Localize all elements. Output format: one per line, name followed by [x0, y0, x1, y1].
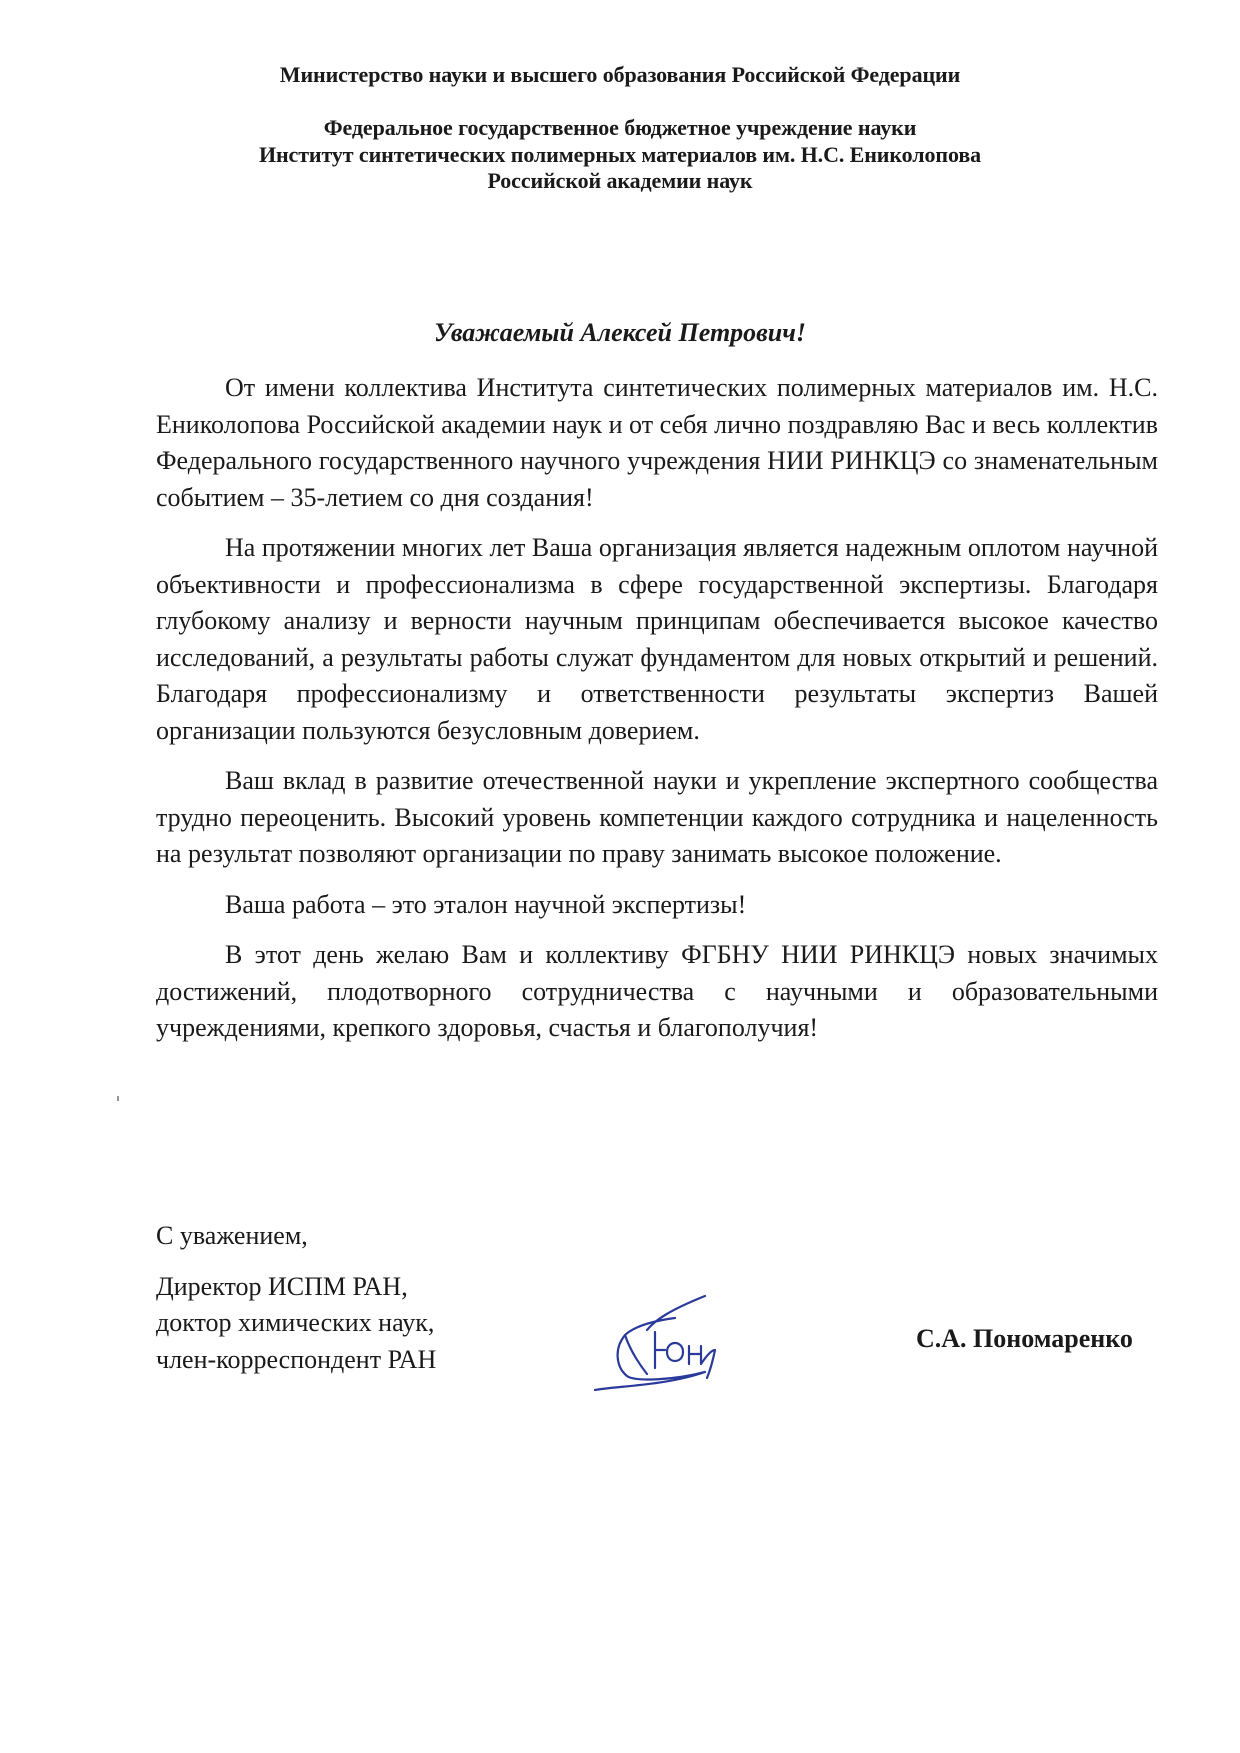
paragraph-wishes: В этот день желаю Вам и коллективу ФГБНУ НИИ РИНКЦЭ новых значимых достижений, плодотворного сотрудничества с научными и образовательными учреждениями, крепкого здоровья, счастья и благополучия!: [156, 940, 1158, 1042]
letterhead: [0, 62, 1240, 195]
org-name-line2: Институт синтетических полимерных материалов им. Н.С. Ениколопова: [258, 141, 982, 167]
org-name-line3: Российской академии наук: [487, 168, 753, 194]
closing-regards: С уважением,: [156, 1221, 308, 1250]
paragraph-contribution: Ваш вклад в развитие отечественной науки и укрепление экспертного сообщества трудно переоценить. Высокий уровень компетенции каждого сотрудника и нацеленность на результат позволяют организации по праву занимать высокое положение.: [156, 766, 1158, 868]
letter-body: [156, 370, 1158, 1061]
paragraph-congratulation: От имени коллектива Института синтетических полимерных материалов им. Н.С. Ениколопова Российской академии наук и от себя лично поздравляю Вас и весь коллектив Федерального государственного научного учреждения НИИ РИНКЦЭ со знаменательным событием – 35-летием со дня создания!: [156, 373, 1158, 512]
salutation: Уважаемый Алексей Петрович!: [433, 318, 807, 347]
ministry-name: Министерство науки и высшего образования Российской Федерации: [279, 62, 961, 87]
paragraph-reputation: На протяжении многих лет Ваша организация является надежным оплотом научной объективности и профессионализма в сфере государственной экспертизы. Благодаря глубокому анализу и верности научным принципам обеспечивается высокое качество исследований, а результаты работы служат фундаментом для новых открытий и решений. Благодаря профессионализму и ответственности результаты экспертиз Вашей организации пользуются безусловным доверием.: [156, 533, 1158, 745]
scan-speck: [117, 1096, 119, 1101]
signer-title-line2: доктор химических наук,: [156, 1308, 435, 1337]
closing-block: [156, 1218, 436, 1378]
handwritten-signature: [585, 1290, 785, 1400]
signature-stroke-letters: [655, 1332, 715, 1378]
signatory-name: С.А. Пономаренко: [916, 1324, 1133, 1353]
signer-title-line3: член-корреспондент РАН: [156, 1344, 437, 1374]
paragraph-motto: Ваша работа – это эталон научной экспертизы!: [225, 889, 747, 919]
signer-title-line1: Директор ИСПМ РАН,: [156, 1271, 408, 1301]
org-name-line1: Федеральное государственное бюджетное учреждение науки: [323, 114, 917, 140]
signature-stroke-flourish: [625, 1296, 705, 1374]
